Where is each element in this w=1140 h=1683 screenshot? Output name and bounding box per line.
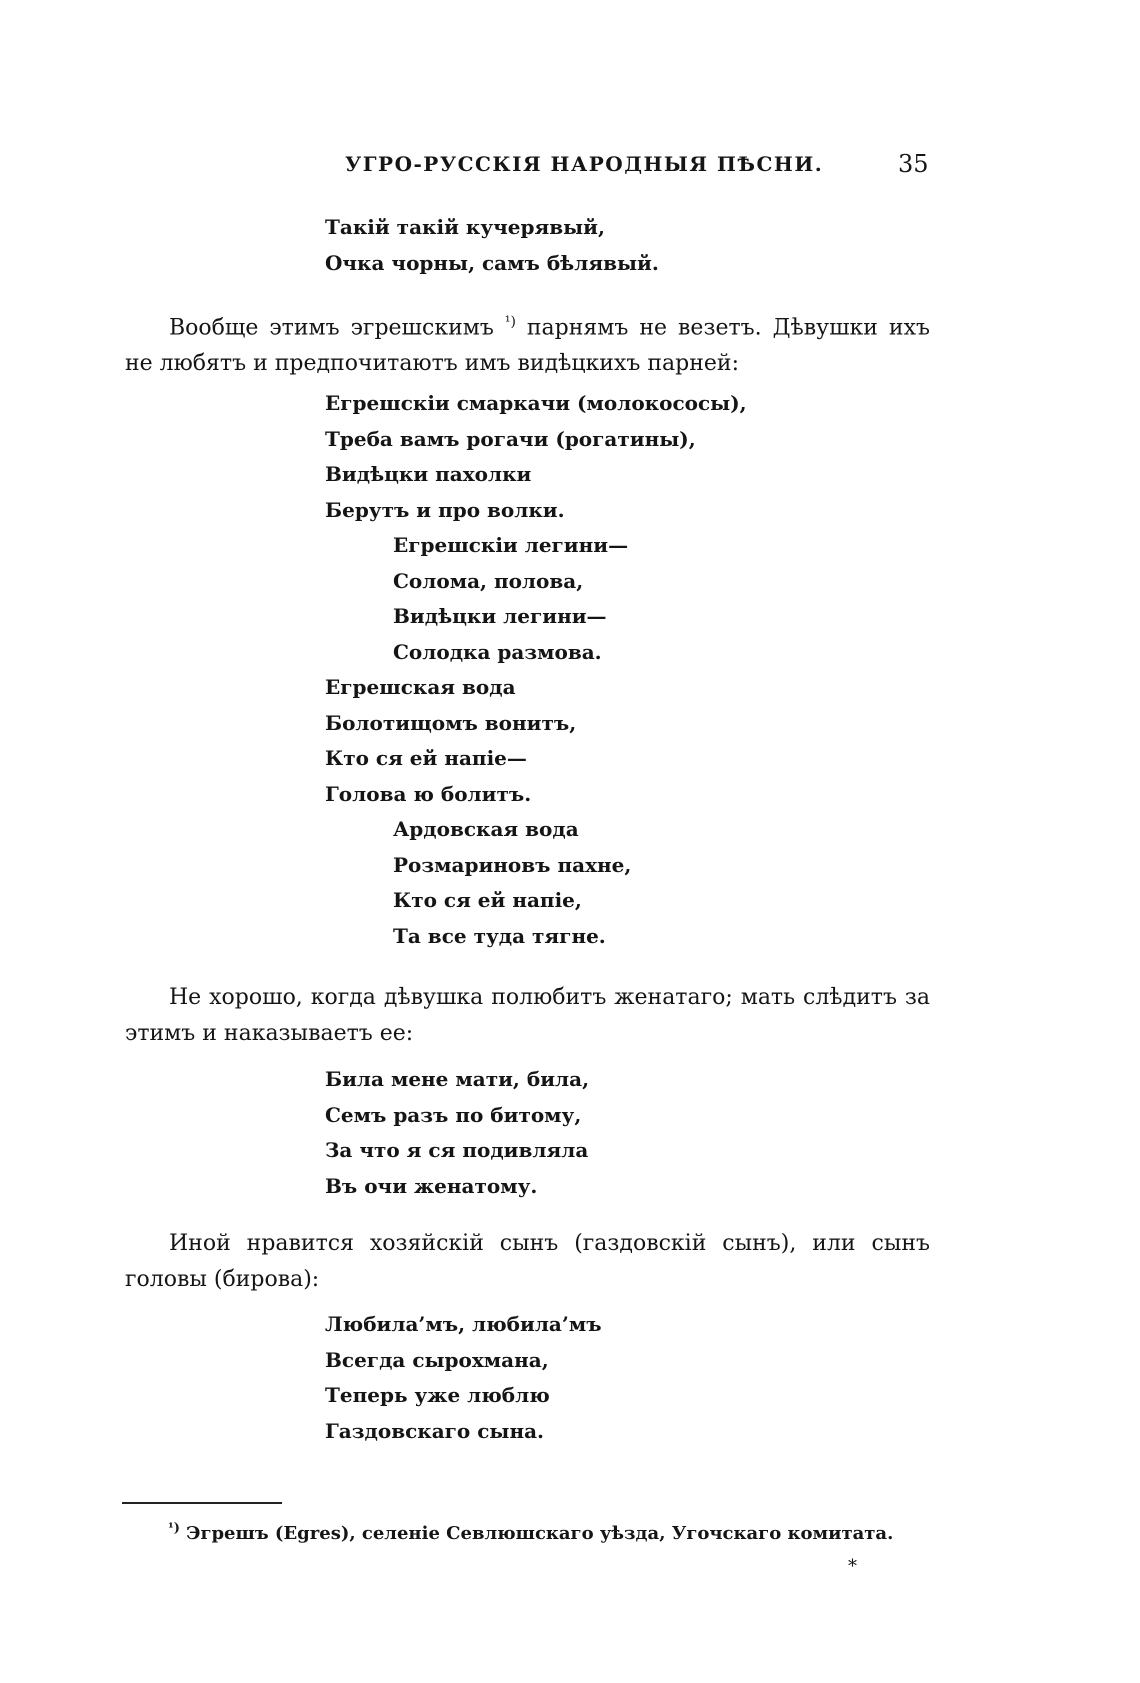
verse-line: Любила’мъ, любила’мъ (325, 1312, 602, 1336)
paragraph-text: парнямъ не везетъ. Дѣвушки ихъ не любятъ и предпочитаютъ имъ видѣцкихъ парней: (125, 315, 930, 377)
paragraph-1 (125, 304, 930, 382)
verse-line: Егрешскіи легини— (393, 533, 629, 557)
paragraph-text: Не хорошо, когда дѣвушка полюбитъ женатаго; мать слѣдитъ за этимъ и наказываетъ ее: (125, 985, 930, 1046)
verse-line: Теперь уже люблю (325, 1383, 550, 1407)
signature-mark: * (848, 1556, 857, 1577)
verse-line: Била мене мати, била, (325, 1067, 590, 1091)
verse-line: Кто ся ей напіе, (393, 888, 582, 912)
verse-3 (325, 1062, 589, 1204)
page-number: 35 (898, 150, 929, 178)
paragraph-2 (125, 980, 930, 1052)
verse-2b (393, 528, 628, 670)
verse-line: Розмариновъ пахне, (393, 852, 632, 877)
footnote-text: Эгрешъ (Egres), селеніе Севлюшскаго уѣзда, Угочскаго комитата. (179, 1523, 894, 1544)
verse-line: Очка чорны, самъ бѣлявый. (325, 250, 659, 275)
verse-line: Такій такій кучерявый, (325, 215, 605, 239)
running-title: УГРО-РУССКІЯ НАРОДНЫЯ ПѢСНИ. (345, 152, 824, 176)
footnote-divider (122, 1502, 282, 1504)
verse-2c (325, 670, 576, 812)
verse-line: Ардовская вода (393, 817, 579, 841)
verse-2a (325, 386, 747, 528)
footnote-marker: ¹) (168, 1521, 180, 1536)
verse-line: Голова ю болитъ. (325, 781, 532, 806)
verse-line: Берутъ и про волки. (325, 497, 565, 522)
verse-line: Та все туда тягне. (393, 923, 606, 948)
verse-line: Болотищомъ вонитъ, (325, 710, 577, 735)
verse-line: Солодка размова. (393, 639, 602, 664)
verse-line: Семъ разъ по битому, (325, 1102, 582, 1127)
verse-2d (393, 812, 631, 954)
verse-line: Газдовскаго сына. (325, 1418, 545, 1443)
verse-line: Солома, полова, (393, 568, 584, 593)
verse-line: Видѣцки пахолки (325, 462, 532, 486)
verse-line: Всегда сырохмана, (325, 1347, 549, 1372)
paragraph-3 (125, 1226, 930, 1298)
verse-line: Видѣцки легини— (393, 604, 607, 628)
verse-1 (325, 210, 659, 281)
verse-line: За что я ся подивляла (325, 1138, 589, 1162)
verse-line: Въ очи женатому. (325, 1173, 538, 1198)
paragraph-text: Вообще этимъ эгрешскимъ (169, 315, 505, 341)
paragraph-text: Иной нравится хозяйскій сынъ (газдовскій сынъ), или сынъ головы (бирова): (125, 1231, 930, 1292)
footnote (168, 1521, 893, 1544)
verse-line: Егрешская вода (325, 675, 516, 699)
verse-4 (325, 1307, 602, 1449)
verse-line: Кто ся ей напіе— (325, 746, 527, 770)
verse-line: Треба вамъ рогачи (рогатины), (325, 426, 696, 451)
verse-line: Егрешскіи смаркачи (молокососы), (325, 391, 747, 415)
footnote-ref[interactable]: ¹) (504, 314, 516, 330)
